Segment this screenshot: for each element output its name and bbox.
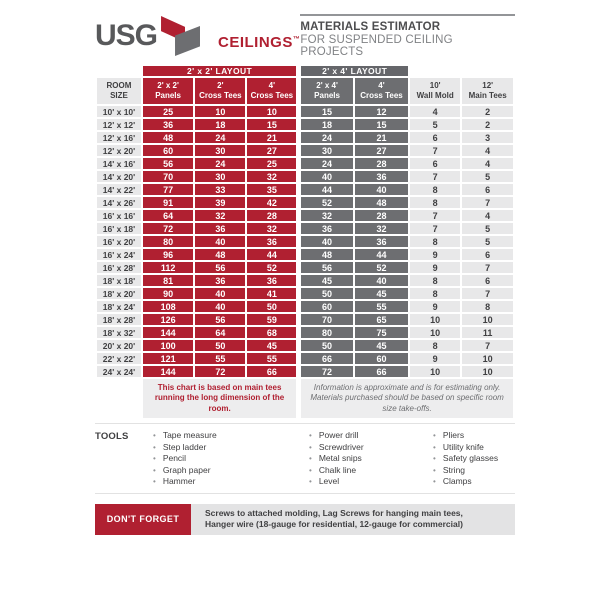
table-row [96,326,514,339]
value-cell: 41 [246,287,298,300]
tool-item [141,465,291,477]
value-cell: 30 [194,170,246,183]
bullet-icon: • [309,454,312,464]
value-cell: 55 [246,352,298,365]
room-size-cell: 18' x 20' [96,287,142,300]
table-row [96,209,514,222]
value-cell: 21 [354,131,409,144]
value-cell: 40 [194,287,246,300]
value-cell: 45 [299,274,354,287]
tool-item [297,453,415,465]
column-header: 10' Wall Mold [409,77,461,105]
bullet-icon: • [309,465,312,475]
materials-table [95,64,515,420]
value-cell: 7 [409,209,461,222]
table-row [96,339,514,352]
tool-item [421,430,509,442]
column-header: ROOM SIZE [96,77,142,105]
layout-header-2x4: 2' x 4' LAYOUT [299,65,409,77]
value-cell: 28 [354,209,409,222]
spacer-cell [96,378,142,419]
room-size-cell: 18' x 24' [96,300,142,313]
value-cell: 80 [299,326,354,339]
table-row [96,144,514,157]
value-cell: 81 [142,274,194,287]
room-size-cell: 16' x 18' [96,222,142,235]
value-cell: 6 [461,274,514,287]
tool-label: Safety glasses [442,453,499,464]
value-cell: 5 [461,170,514,183]
room-size-cell: 24' x 24' [96,365,142,378]
value-cell: 10 [409,326,461,339]
bullet-icon: • [433,454,436,464]
tool-item [421,442,509,454]
value-cell: 9 [409,261,461,274]
value-cell: 45 [246,339,298,352]
tool-item [141,430,291,442]
page-subtitle: FOR SUSPENDED CEILING PROJECTS [300,34,453,58]
value-cell: 36 [354,235,409,248]
tool-item [297,430,415,442]
value-cell: 40 [354,183,409,196]
value-cell: 52 [246,261,298,274]
room-size-cell: 16' x 20' [96,235,142,248]
value-cell: 44 [354,248,409,261]
usg-flag-icon [160,14,202,58]
header [95,14,515,60]
value-cell: 60 [354,352,409,365]
value-cell: 36 [194,222,246,235]
value-cell: 6 [461,248,514,261]
tool-label: Level [318,476,340,487]
value-cell: 3 [461,131,514,144]
value-cell: 56 [299,261,354,274]
value-cell: 48 [194,248,246,261]
value-cell: 24 [194,157,246,170]
value-cell: 28 [246,209,298,222]
value-cell: 28 [354,157,409,170]
tool-label: Pliers [442,430,465,441]
room-size-cell: 18' x 28' [96,313,142,326]
value-cell: 7 [409,222,461,235]
value-cell: 30 [194,144,246,157]
value-cell: 9 [409,248,461,261]
tool-item [141,442,291,454]
tool-label: Clamps [442,476,472,487]
value-cell: 18 [194,118,246,131]
spacer-cell [96,65,142,77]
value-cell: 56 [142,157,194,170]
tool-label: Chalk line [318,464,357,475]
value-cell: 112 [142,261,194,274]
table-row [96,118,514,131]
value-cell: 50 [299,339,354,352]
tool-label: Power drill [318,430,359,441]
dont-forget-text [191,504,515,535]
note-row [96,378,514,419]
value-cell: 36 [299,222,354,235]
room-size-cell: 14' x 22' [96,183,142,196]
tool-label: Screwdriver [318,441,364,452]
value-cell: 70 [142,170,194,183]
table-row [96,196,514,209]
tool-item [297,442,415,454]
page-title: MATERIALS ESTIMATOR [300,21,441,33]
value-cell: 52 [299,196,354,209]
value-cell: 40 [299,235,354,248]
room-size-cell: 12' x 12' [96,118,142,131]
value-cell: 36 [142,118,194,131]
room-size-cell: 12' x 16' [96,131,142,144]
value-cell: 56 [194,313,246,326]
note-disclaimer: Information is approximate and is for estimating only. Materials purchased should be based on specific room size take-offs. [299,378,514,419]
usg-logo [95,14,300,58]
value-cell: 6 [409,157,461,170]
value-cell: 7 [461,287,514,300]
bullet-icon: • [433,465,436,475]
layout-header-2x2: 2' x 2' LAYOUT [142,65,299,77]
tool-item [141,476,291,488]
value-cell: 15 [354,118,409,131]
value-cell: 35 [246,183,298,196]
value-cell: 24 [194,131,246,144]
value-cell: 8 [461,300,514,313]
value-cell: 68 [246,326,298,339]
room-size-cell: 16' x 16' [96,209,142,222]
tool-item [421,465,509,477]
tool-column [421,430,515,488]
sheet-content [95,14,515,535]
value-cell: 36 [246,274,298,287]
tool-label: Tape measure [162,430,217,441]
note-main-tees: This chart is based on main tees running the long dimension of the room. [142,378,299,419]
value-cell: 59 [246,313,298,326]
tool-item [141,453,291,465]
ceilings-text: CEILINGS [218,34,293,51]
value-cell: 52 [354,261,409,274]
value-cell: 45 [354,287,409,300]
value-cell: 70 [299,313,354,326]
value-cell: 21 [246,131,298,144]
tool-label: Hammer [162,476,196,487]
value-cell: 2 [461,118,514,131]
value-cell: 60 [299,300,354,313]
tool-label: Step ladder [162,441,207,452]
value-cell: 5 [409,118,461,131]
value-cell: 9 [409,300,461,313]
tool-label: Metal snips [318,453,362,464]
value-cell: 75 [354,326,409,339]
value-cell: 7 [461,196,514,209]
table-row [96,248,514,261]
tool-label: Utility knife [442,441,484,452]
value-cell: 4 [409,105,461,118]
value-cell: 8 [409,287,461,300]
room-size-cell: 10' x 10' [96,105,142,118]
bullet-icon: • [433,442,436,452]
spacer-cell [409,65,514,77]
table-row [96,222,514,235]
value-cell: 64 [142,209,194,222]
value-cell: 66 [354,365,409,378]
value-cell: 32 [246,222,298,235]
usg-wordmark: USG [95,19,158,52]
column-header: 2' x 2' Panels [142,77,194,105]
room-size-cell: 12' x 20' [96,144,142,157]
value-cell: 40 [299,170,354,183]
value-cell: 10 [409,313,461,326]
value-cell: 72 [142,222,194,235]
value-cell: 15 [299,105,354,118]
column-header: 12' Main Tees [461,77,514,105]
value-cell: 45 [354,339,409,352]
header-title-block [300,14,515,58]
value-cell: 5 [461,235,514,248]
value-cell: 60 [142,144,194,157]
value-cell: 126 [142,313,194,326]
table-row [96,157,514,170]
value-cell: 36 [246,235,298,248]
room-size-cell: 16' x 24' [96,248,142,261]
value-cell: 33 [194,183,246,196]
value-cell: 50 [246,300,298,313]
value-cell: 5 [461,222,514,235]
table-row [96,300,514,313]
tool-label: Graph paper [162,464,211,475]
value-cell: 10 [461,365,514,378]
room-size-cell: 14' x 26' [96,196,142,209]
value-cell: 36 [194,274,246,287]
table-row [96,365,514,378]
value-cell: 42 [246,196,298,209]
room-size-cell: 22' x 22' [96,352,142,365]
value-cell: 66 [246,365,298,378]
value-cell: 32 [354,222,409,235]
table-row [96,170,514,183]
table-row [96,105,514,118]
value-cell: 4 [461,157,514,170]
bullet-icon: • [433,477,436,487]
value-cell: 80 [142,235,194,248]
layout-header-row [96,65,514,77]
room-size-cell: 14' x 16' [96,157,142,170]
tool-item [421,453,509,465]
dont-forget-badge: DON'T FORGET [95,504,191,535]
room-size-cell: 18' x 18' [96,274,142,287]
value-cell: 32 [246,170,298,183]
room-size-cell: 16' x 28' [96,261,142,274]
value-cell: 27 [354,144,409,157]
table-row [96,183,514,196]
column-header: 2' x 4' Panels [299,77,354,105]
value-cell: 8 [409,183,461,196]
value-cell: 55 [354,300,409,313]
room-size-cell: 20' x 20' [96,339,142,352]
bullet-icon: • [309,431,312,441]
value-cell: 10 [461,352,514,365]
room-size-cell: 18' x 32' [96,326,142,339]
value-cell: 6 [461,183,514,196]
value-cell: 7 [461,261,514,274]
value-cell: 24 [299,131,354,144]
value-cell: 10 [194,105,246,118]
room-size-cell: 14' x 20' [96,170,142,183]
tool-label: Pencil [162,453,186,464]
value-cell: 7 [409,170,461,183]
table-row [96,274,514,287]
table-row [96,287,514,300]
table-row [96,131,514,144]
ceilings-wordmark [218,34,300,51]
value-cell: 8 [409,196,461,209]
table-row [96,235,514,248]
tool-label: String [442,464,466,475]
value-cell: 27 [246,144,298,157]
value-cell: 144 [142,365,194,378]
value-cell: 4 [461,209,514,222]
table-row [96,352,514,365]
value-cell: 72 [194,365,246,378]
table-row [96,261,514,274]
value-cell: 18 [299,118,354,131]
value-cell: 55 [194,352,246,365]
value-cell: 72 [299,365,354,378]
value-cell: 6 [409,131,461,144]
bullet-icon: • [433,431,436,441]
value-cell: 121 [142,352,194,365]
value-cell: 56 [194,261,246,274]
value-cell: 144 [142,326,194,339]
value-cell: 96 [142,248,194,261]
value-cell: 25 [246,157,298,170]
tool-column [141,430,297,488]
value-cell: 2 [461,105,514,118]
dont-forget-line: Hanger wire (18-gauge for residential, 12-gauge for commercial) [205,519,463,530]
bullet-icon: • [153,477,156,487]
tools-label: TOOLS [95,431,129,443]
tool-item [297,465,415,477]
value-cell: 108 [142,300,194,313]
value-cell: 50 [299,287,354,300]
table-row [96,313,514,326]
bullet-icon: • [309,442,312,452]
value-cell: 8 [409,339,461,352]
value-cell: 90 [142,287,194,300]
value-cell: 8 [409,235,461,248]
value-cell: 66 [299,352,354,365]
column-header: 2' Cross Tees [194,77,246,105]
value-cell: 11 [461,326,514,339]
tools-columns [141,430,515,488]
value-cell: 4 [461,144,514,157]
value-cell: 15 [246,118,298,131]
tool-item [297,476,415,488]
value-cell: 12 [354,105,409,118]
bullet-icon: • [153,465,156,475]
value-cell: 10 [461,313,514,326]
trademark-symbol: ™ [292,36,301,43]
value-cell: 8 [409,274,461,287]
value-cell: 39 [194,196,246,209]
value-cell: 91 [142,196,194,209]
value-cell: 48 [142,131,194,144]
column-header: 4' Cross Tees [354,77,409,105]
column-header-row [96,77,514,105]
bullet-icon: • [153,431,156,441]
value-cell: 7 [461,339,514,352]
value-cell: 48 [299,248,354,261]
value-cell: 40 [194,300,246,313]
value-cell: 44 [299,183,354,196]
tool-column [297,430,421,488]
value-cell: 36 [354,170,409,183]
value-cell: 65 [354,313,409,326]
value-cell: 100 [142,339,194,352]
value-cell: 25 [142,105,194,118]
value-cell: 7 [409,144,461,157]
value-cell: 50 [194,339,246,352]
value-cell: 32 [194,209,246,222]
value-cell: 10 [409,365,461,378]
value-cell: 32 [299,209,354,222]
value-cell: 77 [142,183,194,196]
value-cell: 48 [354,196,409,209]
value-cell: 40 [354,274,409,287]
dont-forget-line: Screws to attached molding, Lag Screws for hanging main tees, [205,507,463,518]
value-cell: 10 [246,105,298,118]
tool-item [421,476,509,488]
column-header: 4' Cross Tees [246,77,298,105]
value-cell: 44 [246,248,298,261]
value-cell: 64 [194,326,246,339]
bullet-icon: • [153,442,156,452]
tools-section [95,423,515,494]
value-cell: 40 [194,235,246,248]
value-cell: 24 [299,157,354,170]
bullet-icon: • [153,454,156,464]
value-cell: 30 [299,144,354,157]
bullet-icon: • [309,477,312,487]
value-cell: 9 [409,352,461,365]
dont-forget-section [95,504,515,535]
